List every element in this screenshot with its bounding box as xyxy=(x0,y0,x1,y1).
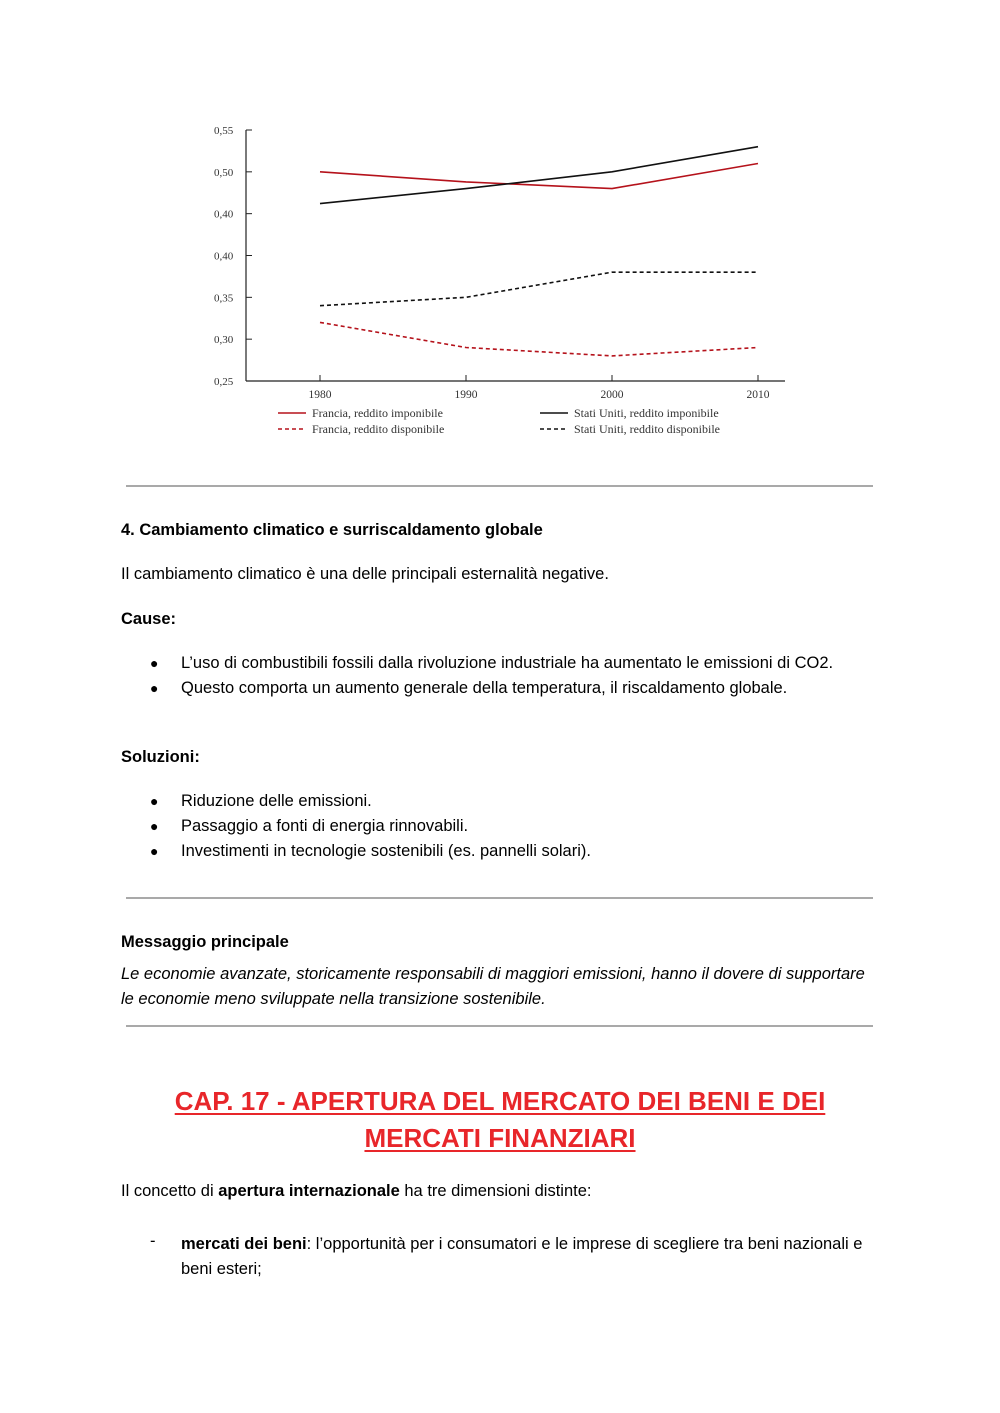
chapter-title-line2: MERCATI FINANZIARI xyxy=(364,1123,636,1153)
y-tick-label: 0,35 xyxy=(214,292,234,305)
y-tick-label: 0,25 xyxy=(214,376,234,388)
causes-list xyxy=(150,651,880,701)
y-tick-label: 0,40 xyxy=(214,208,234,221)
legend-label: Francia, reddito disponibile xyxy=(312,422,445,436)
divider xyxy=(126,485,873,487)
dash-bullet-icon: - xyxy=(150,1232,156,1250)
solutions-list xyxy=(150,789,880,864)
message-title: Messaggio principale xyxy=(121,933,289,951)
bullet-icon: ● xyxy=(150,818,159,834)
bullet-icon: ● xyxy=(150,655,159,671)
list-item: ● Questo comporta un aumento generale della temperatura, il riscaldamento globale. xyxy=(150,676,880,701)
legend-label: Stati Uniti, reddito disponibile xyxy=(574,422,720,436)
y-tick-label: 0,50 xyxy=(214,166,234,179)
y-tick-label: 0,55 xyxy=(214,125,234,137)
message-text: Le economie avanzate, storicamente responsabili di maggiori emissioni, hanno il dovere di supportare le economie meno sviluppate nella transizione sostenibile. xyxy=(121,965,865,1008)
list-item: ● Riduzione delle emissioni. xyxy=(150,789,880,814)
bullet-icon: ● xyxy=(150,793,159,809)
section-heading: 4. Cambiamento climatico e surriscaldamento globale xyxy=(121,521,543,539)
bullet-icon: ● xyxy=(150,680,159,696)
list-item: ● L’uso di combustibili fossili dalla rivoluzione industriale ha aumentato le emissioni di CO2. xyxy=(150,651,880,676)
series-line-1 xyxy=(320,322,758,356)
causes-label: Cause: xyxy=(121,610,177,628)
chart-svg xyxy=(210,120,790,450)
solutions-label: Soluzioni: xyxy=(121,748,200,766)
divider xyxy=(126,1025,873,1027)
series-line-0 xyxy=(320,164,758,189)
list-item: ● Investimenti in tecnologie sostenibili (es. pannelli solari). xyxy=(150,839,880,864)
y-tick-label: 0,40 xyxy=(214,250,234,263)
divider xyxy=(126,897,873,899)
legend-label: Francia, reddito imponibile xyxy=(312,406,443,420)
x-tick-label: 2010 xyxy=(746,389,770,401)
x-tick-label: 2000 xyxy=(600,389,624,401)
inequality-line-chart xyxy=(210,120,790,450)
bullet-icon: ● xyxy=(150,843,159,859)
series-line-3 xyxy=(320,272,758,306)
list-item: - mercati dei beni: l’opportunità per i consumatori e le imprese di scegliere tra beni nazionali e beni esteri; xyxy=(150,1232,880,1282)
section-intro: Il cambiamento climatico è una delle principali esternalità negative. xyxy=(121,565,609,583)
chapter-intro: Il concetto di apertura internazionale ha tre dimensioni distinte: xyxy=(121,1182,592,1200)
legend-label: Stati Uniti, reddito imponibile xyxy=(574,406,719,420)
y-tick-label: 0,30 xyxy=(214,334,234,347)
x-tick-label: 1990 xyxy=(454,389,478,401)
list-item: ● Passaggio a fonti di energia rinnovabili. xyxy=(150,814,880,839)
x-tick-label: 1980 xyxy=(308,389,332,401)
chapter-title-line1: CAP. 17 - APERTURA DEL MERCATO DEI BENI E DEI xyxy=(174,1086,826,1116)
